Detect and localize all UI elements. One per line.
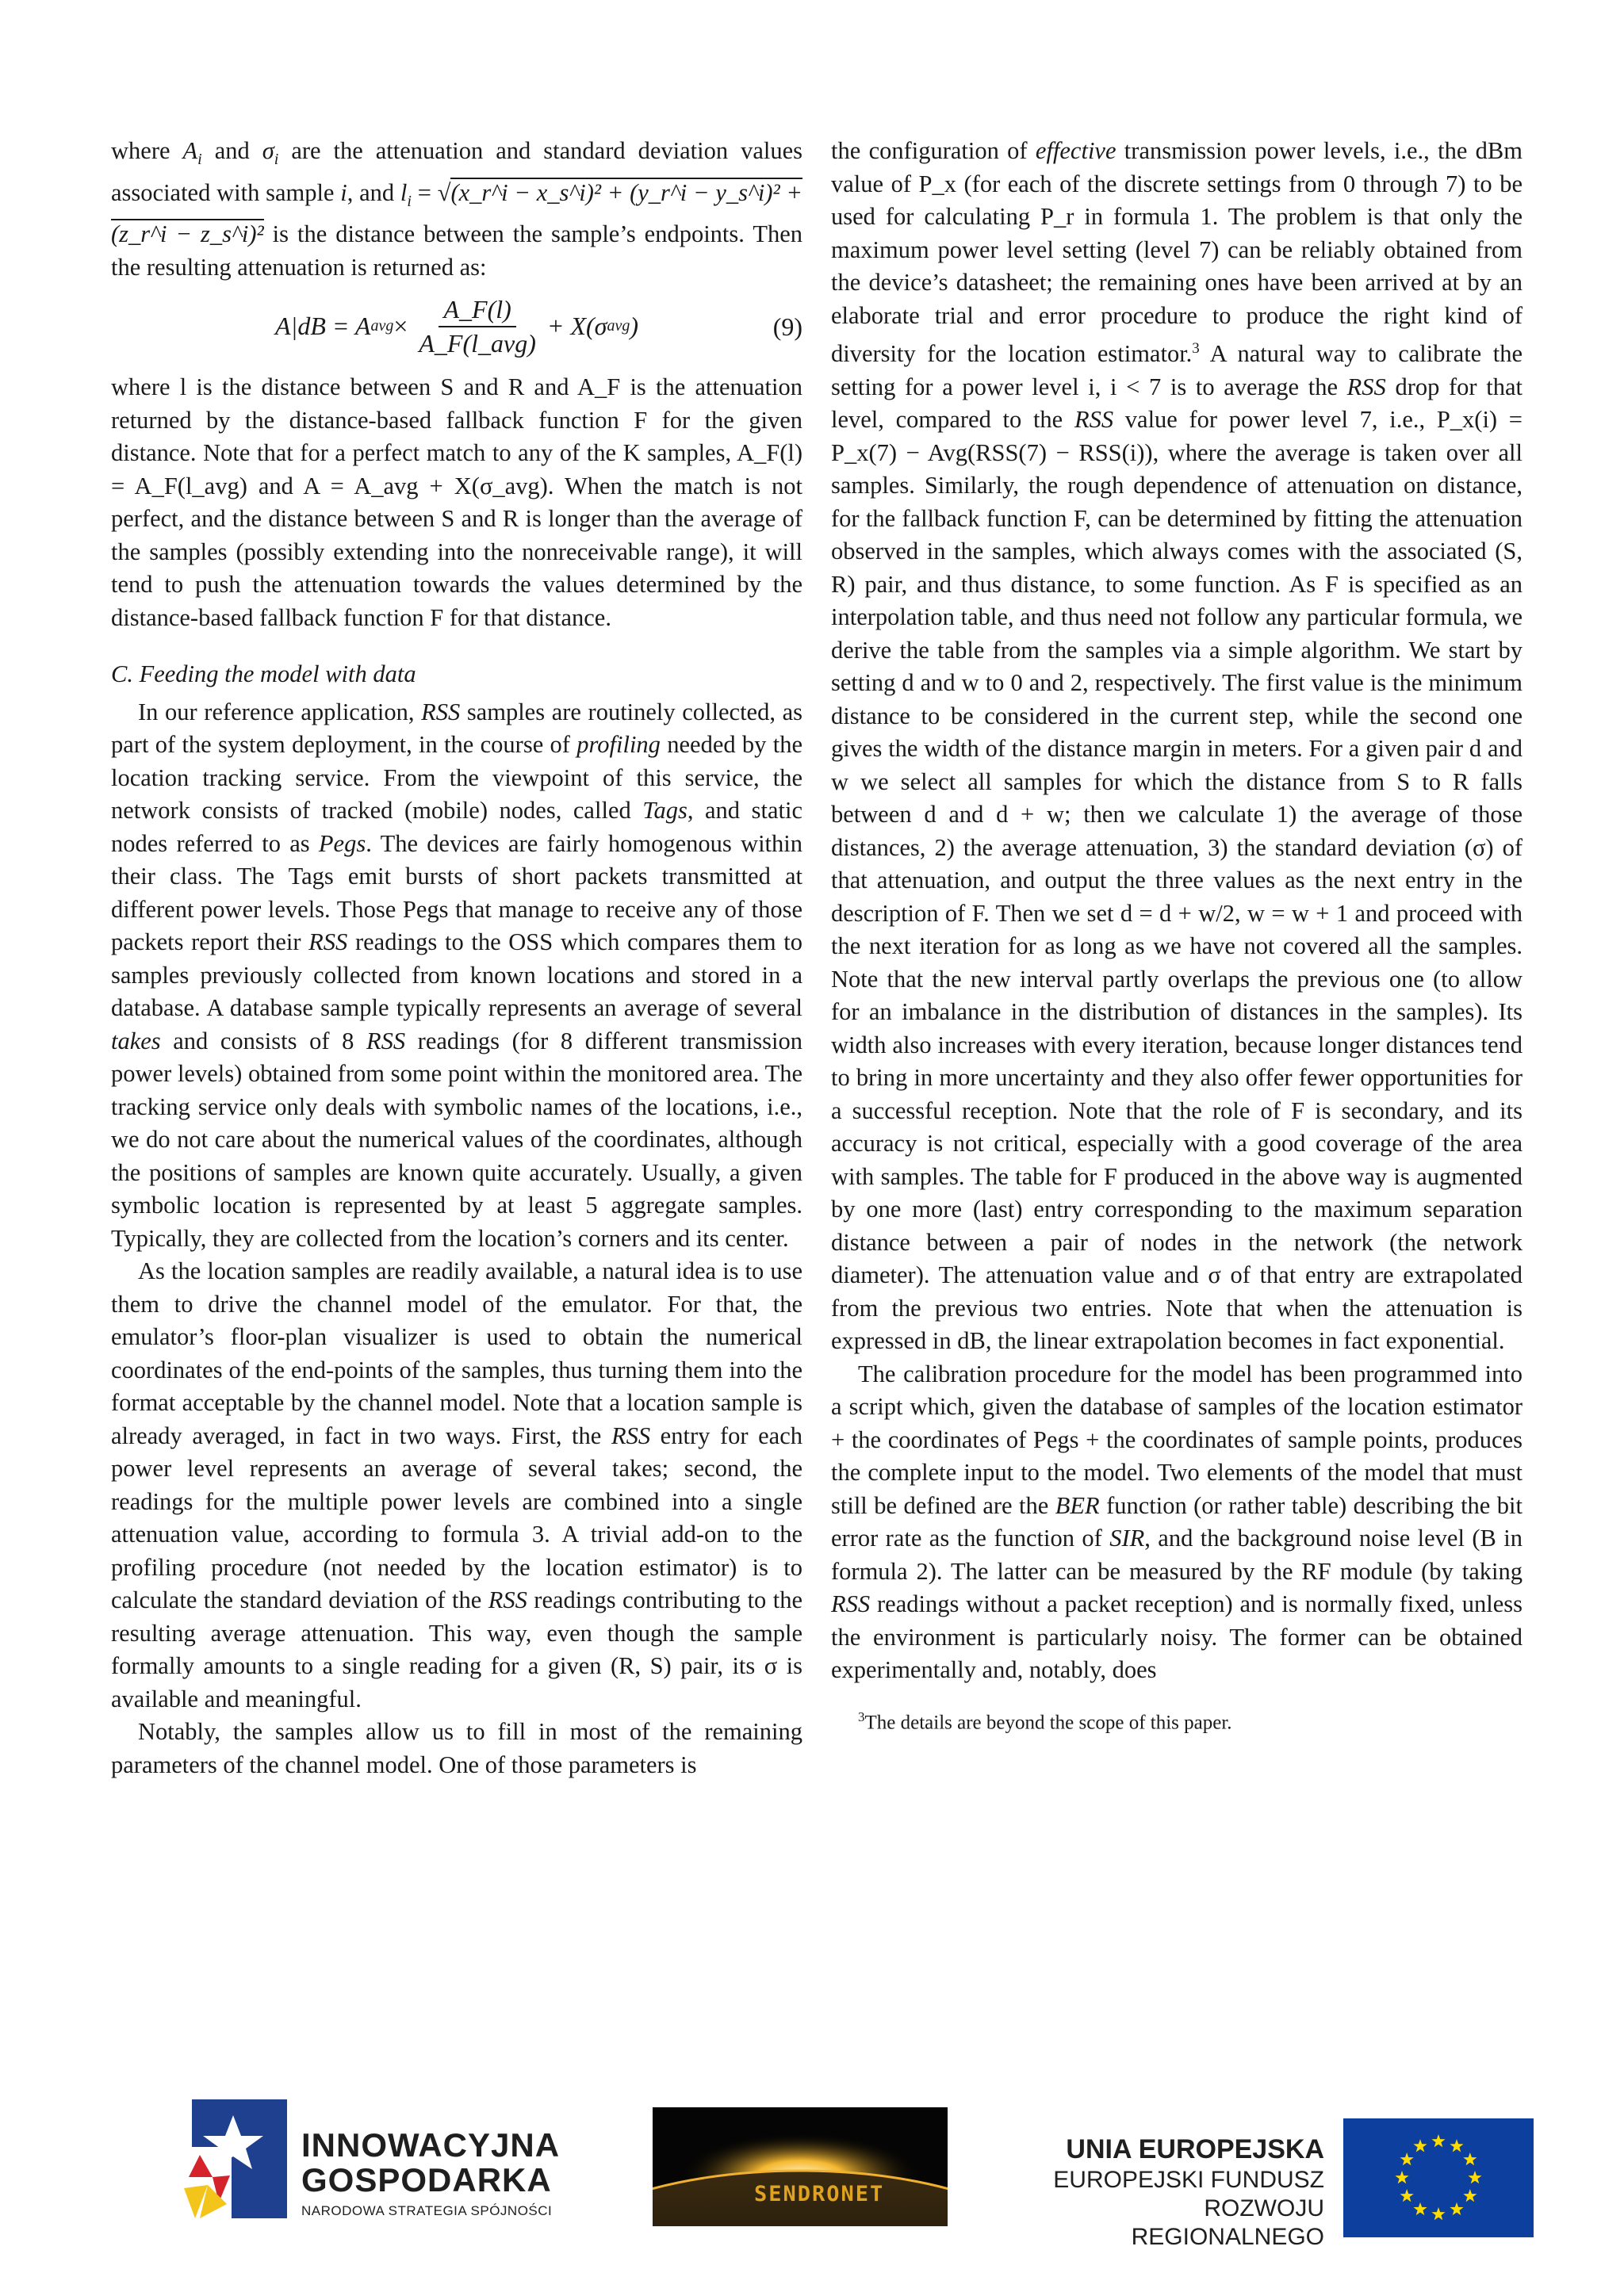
footnote-marker: 3 [1192,340,1200,357]
sqrt-sign: √ [437,178,451,206]
paragraph-location-samples: As the location samples are readily available, a natural idea is to use them to drive the channel model of the emulator. For that, the emulator’s floor-plan visualizer is used to obtain the numerical coordinates of the end-points of the samples, thus turning them into the format acceptable by the channel model. Note that a location sample is already averaged, in fact in two ways. First, the RSS entry for each power level represents an average of several takes; second, the readings for the multiple power levels are combined into a single attenuation value, according to formula 3. A trivial add-on to the profiling procedure (not needed by the location estimator) is to calculate the standard deviation of the RSS readings contributing to the resulting average attenuation. This way, even though the sample formally amounts to a single reading for a given (R, S) pair, its σ is available and meaningful. [111,1257,802,1712]
equation-fraction: $\frac{A\_F(l)}{\text{A\_F(l\_avg)}}$ [419,294,536,358]
funding-logos [0,2093,1624,2252]
paragraph-calibration: The calibration procedure for the model has been programmed into a script which, given the database of samples of the location estimator + the coordinates of Pegs + the coordinates of sample points, produces the complete input to the model. Two elements of the model that must still be defined are the BER function (or rather table) describing the bit error rate as the function of SIR, and the background noise level (B in formula 2). The latter can be measured by the RF module (by taking RSS readings without a packet reception) and is normally fixed, unless the environment is particularly noisy. The former can be obtained experimentally and, notably, does [831,1360,1522,1684]
paragraph-attenuation-def: where $A_i$ and $\sigma_i$ are the attenuation and standard deviation values associated with sample i, and $l_i$ = √(x_r^i − x_s^i)² + (y_r^i − y_s^i)² + (z_r^i − z_s^i)² is the distance between the sample’s endpoints. Then the resulting attenuation is returned as: [111,137,803,281]
right-column [831,135,1522,1735]
innowacyjna-gospodarka-logo [184,2099,565,2234]
paragraph-reference-application: In our reference application, RSS samples are routinely collected, as part of the system deployment, in the course of profiling needed by the location tracking service. From the viewpoint of this service, the network consists of tracked (mobile) nodes, called Tags, and static nodes referred to as Pegs. The devices are fairly homogenous within their class. The Tags emit bursts of short packets transmitted at different power levels. Those Pegs that manage to receive any of those packets report their RSS readings to the OSS which compares them to samples previously collected from known locations and stored in a database. A database sample typically represents an average of several takes and consists of 8 RSS readings (for 8 different transmission power levels) obtained from some point within the monitored area. The tracking service only deals with symbolic names of the locations, i.e., we do not care about the numerical values of the coordinates, although the positions of samples are known quite accurately. Usually, a given symbolic location is represented by at least 5 aggregate samples. Typically, they are collected from the location’s corners and its center. [111,698,803,1252]
section-heading: C. Feeding the model with data [111,660,416,688]
footnote: $^3$The details are beyond the scope of this paper. [858,1709,1232,1733]
eu-flag-icon [1343,2118,1534,2237]
paragraph-fallback: where l is the distance between S and R and A_F is the attenuation returned by the distance-based fallback function F for the given distance. Note that for a perfect match to any of the K samples, A_F(l) = A_F(l_avg) and A = A_avg + X(σ_avg). When the match is not perfect, and the distance between S and R is longer than the average of the samples (possibly extending into the nonreceivable range), it will tend to push the attenuation towards the values determined by the distance-based fallback function F for that distance. [111,373,802,631]
ig-star-icon [184,2099,287,2226]
equation-number: (9) [772,312,802,342]
equation-9: A|dB = A avg × $\frac{A\_F(l)}{\text{A\_F(l\_avg)}}$ + X(σ avg ) (9) [111,289,802,365]
earth-horizon-icon [653,2107,948,2226]
sendronet-text: SENDRONET [754,2182,885,2206]
left-column [111,135,802,1781]
distance-formula: (x_r^i − x_s^i)² + (y_r^i − y_s^i)² + (z_r^i − z_s^i)² [111,178,803,248]
paragraph-notably: Notably, the samples allow us to fill in most of the remaining parameters of the channel model. One of those parameters is [111,1718,802,1778]
sendronet-logo [653,2107,948,2226]
paragraph-power-levels: the configuration of effective transmission power levels, i.e., the dBm value of P_x (for each of the discrete settings from 0 through 7) to be used for calculating P_r in formula 1. The problem is that only the maximum power level setting (level 7) can be reliably obtained from the device’s datasheet; the remaining ones have been arrived at by an elaborate trial and error procedure to produce the right kind of diversity for the location estimator.$^3$ A natural way to calibrate the setting for a power level i, i < 7 is to average the RSS drop for that level, compared to the RSS value for power level 7, i.e., P_x(i) = P_x(7) − Avg(RSS(7) − RSS(i)), where the average is taken over all samples. Similarly, the rough dependence of attenuation on distance, for the fallback function F, can be determined by fitting the attenuation observed in the samples, which always comes with the associated (S, R) pair, and thus distance, to some function. As F is specified as an interpolation table, and thus need not follow any particular formula, we derive the table from the samples via a simple algorithm. We start by setting d and w to 0 and 2, respectively. The first value is the minimum distance to be considered in the current step, while the second one gives the width of the distance margin in meters. For a given pair d and w we select all samples for which the distance from S to R falls between d and d + w; then we calculate 1) the average of those distances, 2) the average attenuation, 3) the standard deviation (σ) of that attenuation, and output the three values as the next entry in the description of F. Then we set d = d + w/2, w = w + 1 and proceed with the next iteration for as long as we have not covered all the samples. Note that the new interval partly overlaps the previous one (to allow for an imbalance in the distribution of distances in the samples). Its width also increases with every iteration, because longer distances tend to bring in more uncertainty and they also offer fewer opportunities for a successful reception. Note that the role of F is secondary, and its accuracy is not critical, especially with a good coverage of the area with samples. The table for F produced in the above way is augmented by one more (last) entry corresponding to the maximum separation distance between a pair of nodes in the network (the network diameter). The attenuation value and σ of that entry are extrapolated from the previous two entries. Note that when the attenuation is expressed in dB, the linear extrapolation becomes in fact exponential. [831,137,1522,1355]
eu-text: UNIA EUROPEJSKA EUROPEJSKI FUNDUSZ ROZWOJU REGIONALNEGO [1053,2134,1324,2250]
ig-text: INNOWACYJNA GOSPODARKA NARODOWA STRATEGIA SPÓJNOŚCI [301,2126,561,2218]
